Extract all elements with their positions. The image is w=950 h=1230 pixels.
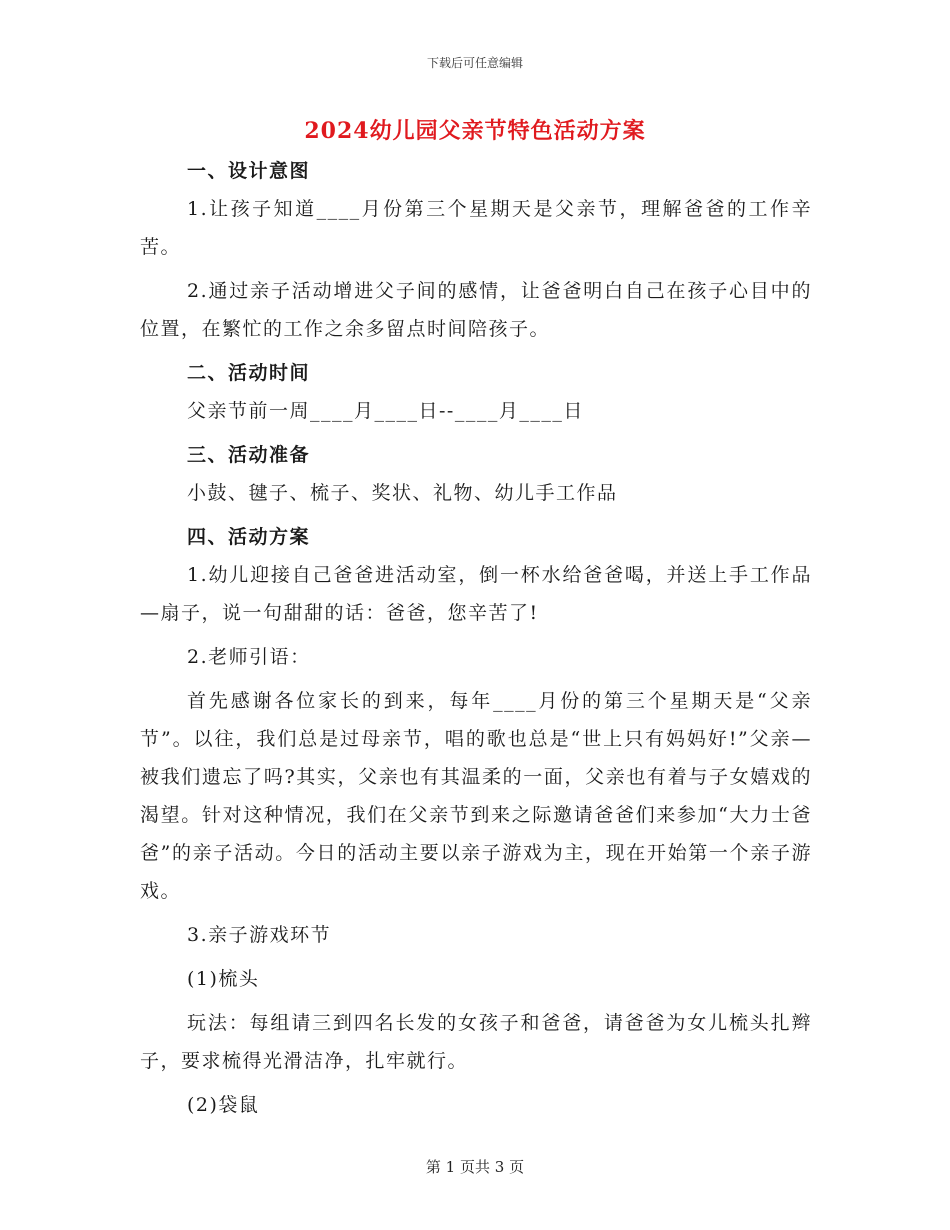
section-heading-activity-time: 二、活动时间 [187, 362, 311, 384]
section-heading-activity-plan: 四、活动方案 [187, 526, 311, 548]
paragraph: 首先感谢各位家长的到来，每年____月份的第三个星期天是“父亲节”。以往，我们总是过母亲节，唱的歌也总是“世上只有妈妈好!”父亲—被我们遗忘了吗?其实，父亲也有其温柔的一面，父亲也有着与子女嬉戏的渴望。针对这种情况，我们在父亲节到来之际邀请爸爸们来参加“大力士爸爸”的亲子活动。今日的活动主要以亲子游戏为主，现在开始第一个亲子游戏。 [140, 690, 812, 902]
paragraph: 父亲节前一周____月____日--____月____日 [187, 400, 584, 422]
section-heading-design-intent: 一、设计意图 [187, 160, 311, 182]
paragraph: 小鼓、毽子、梳子、奖状、礼物、幼儿手工作品 [187, 482, 618, 504]
header-note: 下载后可任意编辑 [426, 56, 523, 70]
section-heading-preparation: 三、活动准备 [187, 444, 311, 466]
document-title: 2024幼儿园父亲节特色活动方案 [304, 118, 646, 144]
paragraph: 2.通过亲子活动增进父子间的感情，让爸爸明白自己在孩子心目中的位置，在繁忙的工作之余多留点时间陪孩子。 [140, 280, 812, 340]
paragraph: 1.幼儿迎接自己爸爸进活动室，倒一杯水给爸爸喝，并送上手工作品—扇子，说一句甜甜的话：爸爸，您辛苦了! [140, 564, 812, 624]
page-footer: 第 1 页共 3 页 [425, 1158, 525, 1176]
paragraph: 1.让孩子知道____月份第三个星期天是父亲节，理解爸爸的工作辛苦。 [140, 198, 812, 258]
paragraph: 玩法：每组请三到四名长发的女孩子和爸爸，请爸爸为女儿梳头扎辫子，要求梳得光滑洁净，扎牢就行。 [140, 1012, 812, 1072]
paragraph: (1)梳头 [187, 968, 260, 990]
document-body [140, 152, 812, 1124]
paragraph: (2)袋鼠 [187, 1094, 260, 1116]
paragraph: 2.老师引语： [187, 646, 311, 668]
paragraph: 3.亲子游戏环节 [187, 924, 332, 946]
